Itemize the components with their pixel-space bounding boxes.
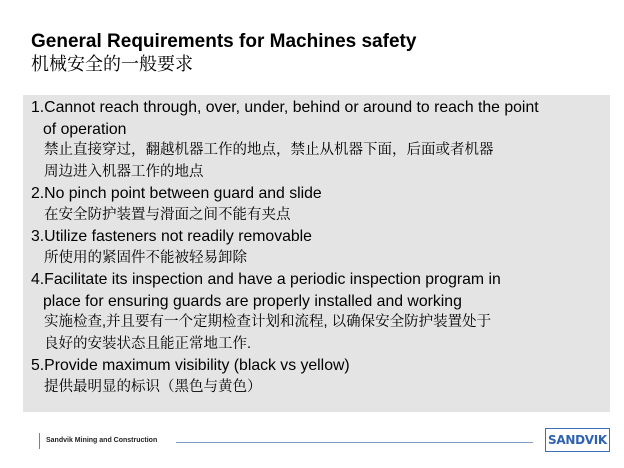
requirement-text-zh: 提供最明显的标识（黑色与黄色） xyxy=(44,378,262,395)
requirement-text-zh: 实施检查,并且要有一个定期检查计划和流程, 以确保安全防护装置处于 xyxy=(44,314,492,330)
requirement-text-en: 4.Facilitate its inspection and have a periodic inspection program in xyxy=(31,271,501,288)
requirement-item xyxy=(31,226,606,269)
page-title-chinese: 机械安全的一般要求 xyxy=(31,54,193,74)
requirement-text-zh: 在安全防护装置与滑面之间不能有夹点 xyxy=(44,206,291,223)
requirement-text-zh: 周边进入机器工作的地点 xyxy=(44,163,204,180)
requirement-item xyxy=(31,355,606,398)
requirement-text-en: 3.Utilize fasteners not readily removable xyxy=(31,228,312,245)
footer-company-name: Sandvik Mining and Construction xyxy=(46,437,158,444)
requirement-text-zh: 良好的安装状态且能正常地工作. xyxy=(44,335,252,352)
requirement-item xyxy=(31,269,606,355)
requirement-text-en: place for ensuring guards are properly installed and working xyxy=(43,292,462,310)
requirements-list xyxy=(31,97,606,398)
footer-rule xyxy=(176,442,533,443)
page-title: General Requirements for Machines safety xyxy=(31,31,417,52)
sandvik-logo xyxy=(545,428,610,452)
requirement-text-zh: 所使用的紧固件不能被轻易卸除 xyxy=(44,249,247,266)
requirement-text-en: 2.No pinch point between guard and slide xyxy=(31,185,322,202)
title-block xyxy=(31,30,416,75)
requirement-item xyxy=(31,183,606,226)
requirement-text-en: 1.Cannot reach through, over, under, behind or around to reach the point xyxy=(31,99,539,116)
logo-text: SANDVIK xyxy=(548,433,607,447)
requirements-panel xyxy=(23,95,610,412)
requirement-text-zh: 禁止直接穿过，翻越机器工作的地点，禁止从机器下面，后面或者机器 xyxy=(44,142,494,158)
requirement-text-en: of operation xyxy=(43,120,127,138)
requirement-text-en: 5.Provide maximum visibility (black vs yellow) xyxy=(31,357,350,374)
requirement-item xyxy=(31,97,606,183)
footer-divider xyxy=(39,433,40,449)
